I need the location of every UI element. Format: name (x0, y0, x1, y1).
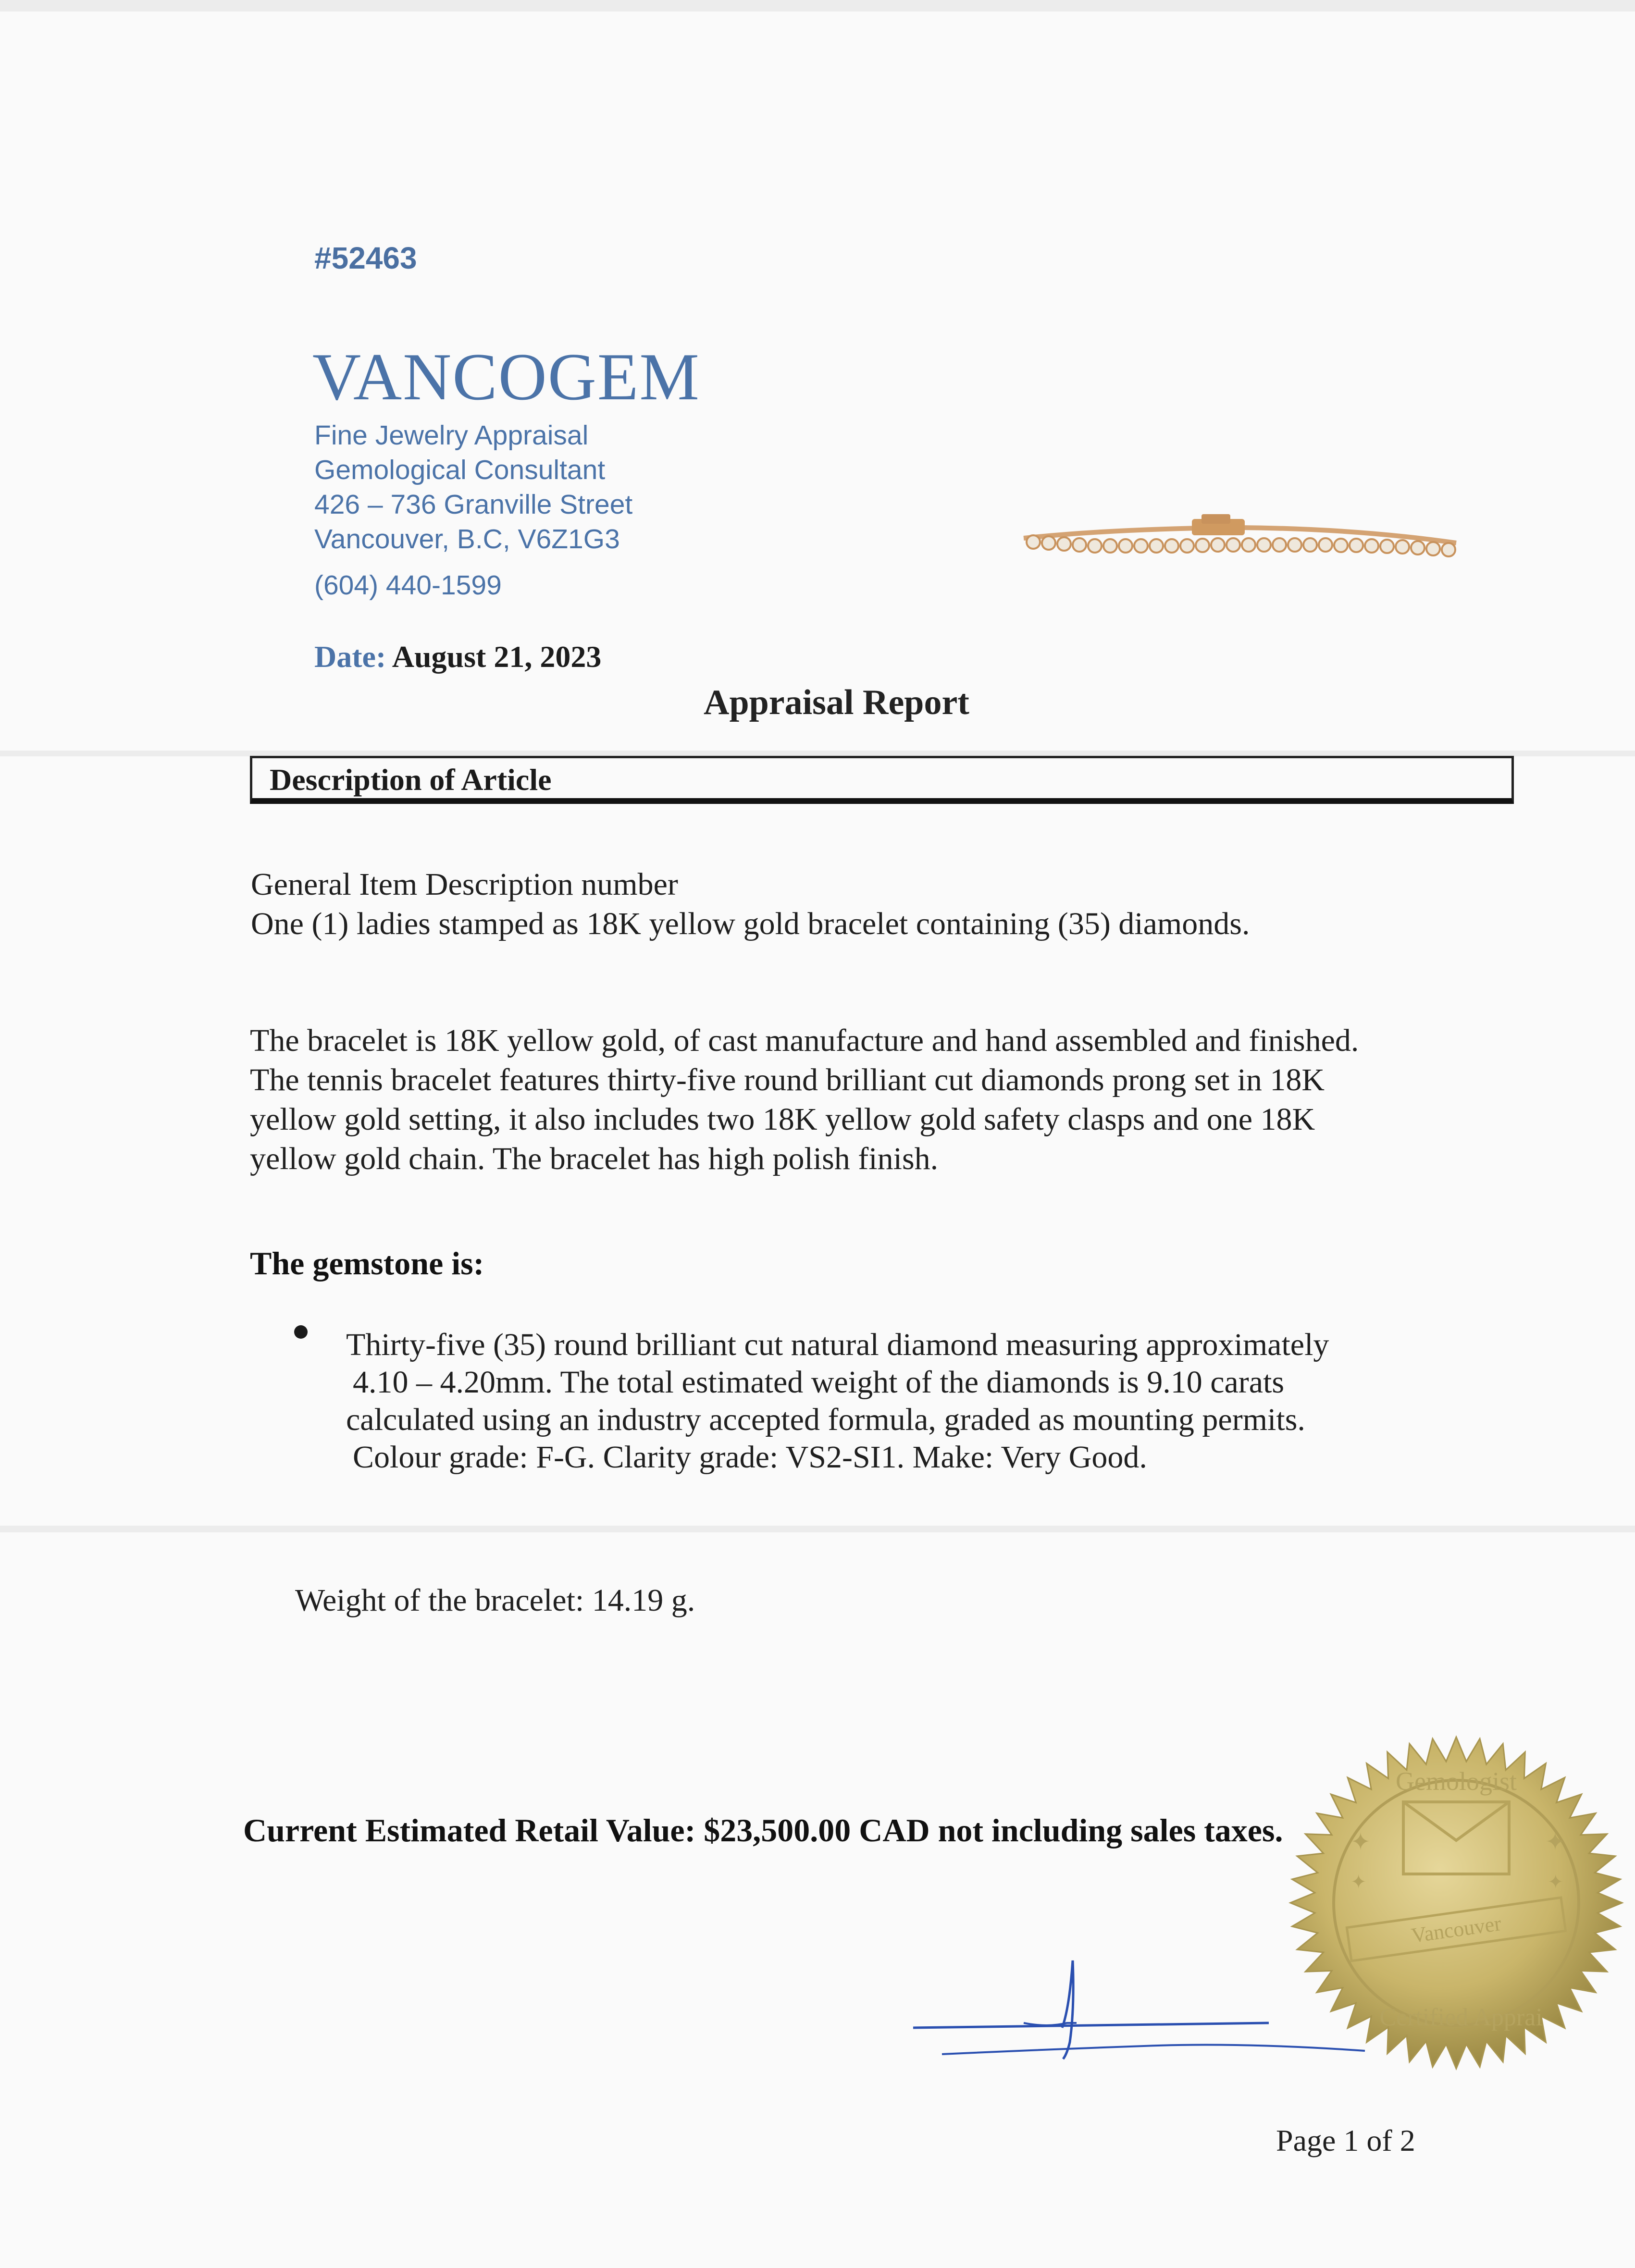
seal-text-middle: Vancouver (1410, 1911, 1503, 1948)
bracelet-photo (1019, 505, 1461, 567)
bracelet-description-paragraph (250, 1021, 1499, 1179)
svg-text:✦: ✦ (1350, 1871, 1367, 1893)
general-description (251, 865, 1500, 944)
gemstone-line: Colour grade: F-G. Clarity grade: VS2-SI1. Make: Very Good. (353, 1440, 1147, 1475)
company-phone: (604) 440-1599 (314, 570, 502, 601)
gemstone-bullet (346, 1326, 1418, 1476)
scan-artifact-top (0, 0, 1635, 12)
report-title: Appraisal Report (704, 683, 969, 722)
gemstone-line: calculated using an industry accepted formula, graded as mounting permits. (346, 1402, 1305, 1437)
date-value: August 21, 2023 (392, 640, 602, 674)
gemstone-line: Thirty-five (35) round brilliant cut natural diamond measuring approximately (346, 1327, 1329, 1362)
reference-number: #52463 (314, 241, 417, 275)
seal-text-top: Gemologist (1396, 1767, 1517, 1796)
date-label: Date: (314, 640, 386, 674)
paragraph-line: yellow gold setting, it also includes two 18K yellow gold safety clasps and one 18K (250, 1102, 1315, 1137)
date-row (314, 639, 601, 675)
company-address-block (314, 418, 632, 556)
company-name: VANCOGEM (312, 340, 700, 414)
signature-icon (904, 1951, 1375, 2076)
seal-text-bottom: Certified Apprai (1379, 2004, 1543, 2031)
company-line: Fine Jewelry Appraisal (314, 420, 589, 451)
general-description-line: One (1) ladies stamped as 18K yellow gold bracelet containing (35) diamonds. (251, 906, 1250, 941)
svg-text:✦: ✦ (1545, 1828, 1565, 1856)
paragraph-line: yellow gold chain. The bracelet has high polish finish. (250, 1141, 939, 1176)
paragraph-line: The tennis bracelet features thirty-five round brilliant cut diamonds prong set in 18K (250, 1062, 1325, 1097)
company-line: Gemological Consultant (314, 455, 606, 485)
general-description-line: General Item Description number (251, 867, 678, 902)
section-header-box (250, 756, 1514, 804)
gemstone-heading: The gemstone is: (250, 1245, 484, 1282)
paragraph-line: The bracelet is 18K yellow gold, of cast manufacture and hand assembled and finished. (250, 1023, 1359, 1058)
section-label: Description of Article (270, 763, 552, 797)
bracelet-weight: Weight of the bracelet: 14.19 g. (295, 1583, 695, 1618)
gemstone-line: 4.10 – 4.20mm. The total estimated weight of the diamonds is 9.10 carats (353, 1365, 1285, 1400)
svg-text:✦: ✦ (1350, 1828, 1371, 1856)
company-line: 426 – 736 Granville Street (314, 489, 633, 520)
svg-text:✦: ✦ (1548, 1871, 1564, 1893)
scan-artifact-fold-2 (0, 1526, 1635, 1532)
bullet-icon (294, 1325, 308, 1339)
page-number: Page 1 of 2 (1276, 2123, 1415, 2157)
retail-value: Current Estimated Retail Value: $23,500.00 CAD not including sales taxes. (243, 1812, 1283, 1849)
company-line: Vancouver, B.C, V6Z1G3 (314, 524, 620, 555)
